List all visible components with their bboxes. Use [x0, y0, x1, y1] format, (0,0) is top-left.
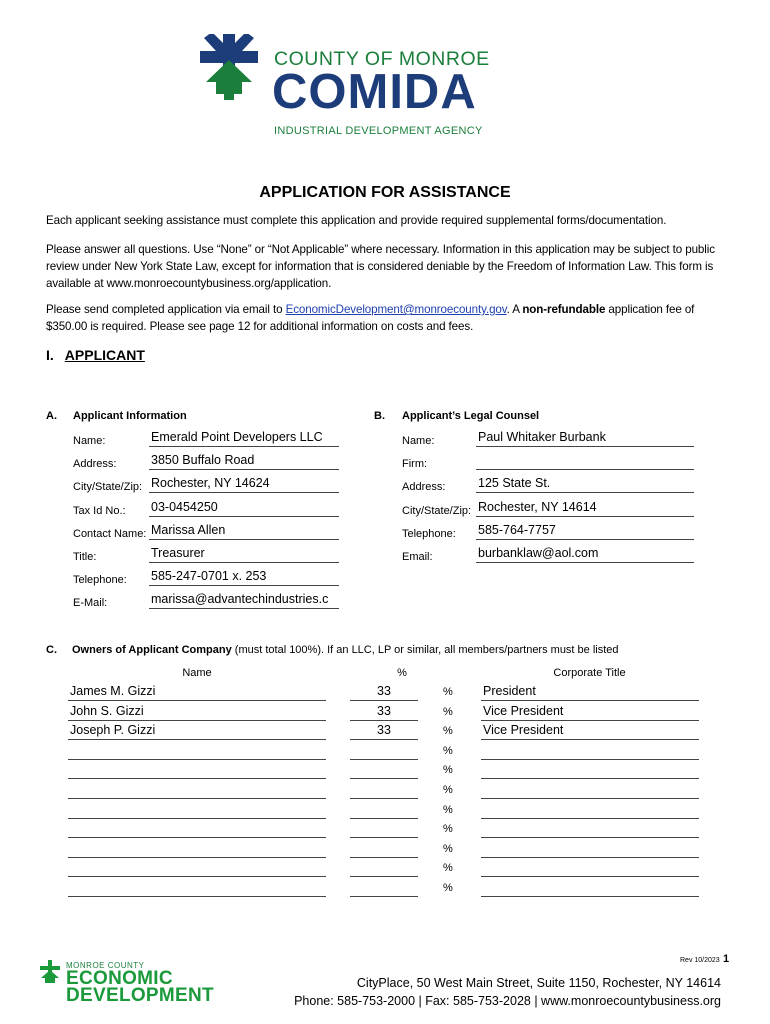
percent-sign: % — [443, 745, 453, 757]
owner-title-field[interactable]: Vice President — [481, 723, 699, 740]
applicant-telephone-label: Telephone: — [73, 574, 127, 586]
owner-percent-field[interactable] — [350, 782, 418, 799]
percent-sign: % — [443, 686, 453, 698]
applicant-taxid-label: Tax Id No.: — [73, 505, 126, 517]
intro-p3-bold: non-refundable — [522, 303, 606, 316]
counsel-name-label: Name: — [402, 435, 435, 447]
owners-intro-rest: (must total 100%). If an LLC, LP or similar, all members/partners must be listed — [231, 644, 619, 656]
logo-comida-text: COMIDA — [272, 65, 477, 119]
applicant-name-label: Name: — [73, 435, 106, 447]
owner-percent-field[interactable] — [350, 802, 418, 819]
logo-county-text: COUNTY OF MONROE — [274, 48, 490, 70]
applicant-city-field[interactable]: Rochester, NY 14624 — [149, 476, 339, 493]
applicant-contact-label: Contact Name: — [73, 528, 147, 540]
subsection-c-letter: C. — [46, 644, 57, 656]
counsel-city-field[interactable]: Rochester, NY 14614 — [476, 500, 694, 517]
percent-sign: % — [443, 862, 453, 874]
percent-sign: % — [443, 882, 453, 894]
section-title: APPLICANT — [64, 347, 145, 363]
percent-sign: % — [443, 706, 453, 718]
applicant-title-field[interactable]: Treasurer — [149, 546, 339, 563]
owners-col-pct: % — [397, 667, 407, 679]
legal-counsel-heading: Applicant’s Legal Counsel — [402, 410, 540, 422]
owner-title-field[interactable]: Vice President — [481, 704, 699, 721]
subsection-a-letter: A. — [46, 410, 57, 422]
owner-name-field[interactable] — [68, 743, 326, 760]
counsel-name-field[interactable]: Paul Whitaker Burbank — [476, 430, 694, 447]
owner-title-field[interactable] — [481, 841, 699, 858]
owner-percent-field[interactable] — [350, 743, 418, 760]
owners-col-name: Name — [182, 667, 212, 679]
counsel-city-label: City/State/Zip: — [402, 505, 472, 517]
intro-paragraph-1: Each applicant seeking assistance must complete this application and provide required supplemental forms/documentation. — [46, 214, 667, 227]
logo-agency-text: INDUSTRIAL DEVELOPMENT AGENCY — [274, 125, 483, 137]
owner-percent-field[interactable] — [350, 762, 418, 779]
owner-percent-field[interactable]: 33 — [350, 684, 418, 701]
intro-p3-before: Please send completed application via email to — [46, 303, 286, 316]
counsel-telephone-field[interactable]: 585-764-7757 — [476, 523, 694, 540]
section-heading-applicant — [46, 347, 145, 363]
owner-name-field[interactable]: John S. Gizzi — [68, 704, 326, 721]
applicant-contact-field[interactable]: Marissa Allen — [149, 523, 339, 540]
owner-name-field[interactable] — [68, 802, 326, 819]
applicant-name-field[interactable]: Emerald Point Developers LLC — [149, 430, 339, 447]
counsel-email-field[interactable]: burbanklaw@aol.com — [476, 546, 694, 563]
owner-name-field[interactable] — [68, 880, 326, 897]
owner-title-field[interactable] — [481, 880, 699, 897]
owner-title-field[interactable] — [481, 782, 699, 799]
percent-sign: % — [443, 843, 453, 855]
applicant-email-label: E-Mail: — [73, 597, 108, 609]
economic-development-logo — [38, 958, 238, 1010]
applicant-address-field[interactable]: 3850 Buffalo Road — [149, 453, 339, 470]
owner-title-field[interactable] — [481, 762, 699, 779]
applicant-telephone-field[interactable]: 585-247-0701 x. 253 — [149, 569, 339, 586]
owner-title-field[interactable] — [481, 802, 699, 819]
intro-p3-middle: . A — [506, 303, 523, 316]
revision-text: Rev 10/2023 — [680, 957, 720, 964]
owner-percent-field[interactable] — [350, 821, 418, 838]
owner-name-field[interactable] — [68, 860, 326, 877]
subsection-b-letter: B. — [374, 410, 385, 422]
applicant-title-label: Title: — [73, 551, 97, 563]
percent-sign: % — [443, 823, 453, 835]
owner-name-field[interactable] — [68, 821, 326, 838]
email-link[interactable]: EconomicDevelopment@monroecounty.gov — [285, 303, 507, 316]
footer-logo-main-text — [66, 970, 214, 1004]
section-number: I. — [46, 347, 54, 363]
counsel-telephone-label: Telephone: — [402, 528, 456, 540]
footer-logo-small-text: MONROE COUNTY — [66, 961, 145, 970]
owner-name-field[interactable] — [68, 841, 326, 858]
applicant-address-label: Address: — [73, 458, 117, 470]
owner-name-field[interactable]: James M. Gizzi — [68, 684, 326, 701]
owner-name-field[interactable]: Joseph P. Gizzi — [68, 723, 326, 740]
intro-paragraph-2: Please answer all questions. Use “None” or “Not Applicable” where necessary. Information in this application may be subject to public review under New York State Law, except for information that is considered deniable by the Freedom of Information Law. This form is available at www.monroecountybusiness.org/application. — [46, 243, 715, 290]
owner-title-field[interactable] — [481, 860, 699, 877]
owner-title-field[interactable] — [481, 821, 699, 838]
owner-name-field[interactable] — [68, 762, 326, 779]
owner-title-field[interactable] — [481, 743, 699, 760]
counsel-email-label: Email: — [402, 551, 433, 563]
counsel-firm-field[interactable] — [476, 453, 694, 470]
comida-logo — [196, 28, 546, 140]
footer-contact: Phone: 585-753-2000 | Fax: 585-753-2028 | www.monroecountybusiness.org — [294, 994, 721, 1008]
page-number: 1 — [723, 953, 730, 965]
applicant-city-label: City/State/Zip: — [73, 481, 143, 493]
owner-percent-field[interactable]: 33 — [350, 723, 418, 740]
intro-paragraph-3 — [46, 301, 726, 335]
footer-logo-line2: DEVELOPMENT — [66, 985, 214, 1006]
applicant-email-field[interactable]: marissa@advantechindustries.c — [149, 592, 339, 609]
page-title: APPLICATION FOR ASSISTANCE — [259, 184, 511, 201]
intro-p3-after: application fee of $350.00 is required. Please see page 12 for additional information on costs and fees. — [46, 303, 695, 333]
owner-percent-field[interactable]: 33 — [350, 704, 418, 721]
counsel-firm-label: Firm: — [402, 458, 428, 470]
applicant-taxid-field[interactable]: 03-0454250 — [149, 500, 339, 517]
owner-percent-field[interactable] — [350, 860, 418, 877]
asterisk-footer-icon — [38, 960, 62, 984]
asterisk-logo-icon — [196, 34, 262, 100]
percent-sign: % — [443, 725, 453, 737]
percent-sign: % — [443, 784, 453, 796]
counsel-address-label: Address: — [402, 481, 446, 493]
owner-title-field[interactable]: President — [481, 684, 699, 701]
owners-intro — [72, 644, 619, 656]
owners-col-title: Corporate Title — [553, 667, 626, 679]
footer-logo-line1: ECONOMIC — [66, 968, 173, 989]
applicant-info-heading: Applicant Information — [73, 410, 187, 422]
owner-percent-field[interactable] — [350, 841, 418, 858]
footer-address: CityPlace, 50 West Main Street, Suite 1150, Rochester, NY 14614 — [356, 976, 721, 990]
percent-sign: % — [443, 764, 453, 776]
owners-heading: Owners of Applicant Company — [72, 644, 232, 656]
percent-sign: % — [443, 804, 453, 816]
owner-percent-field[interactable] — [350, 880, 418, 897]
counsel-address-field[interactable]: 125 State St. — [476, 476, 694, 493]
owner-name-field[interactable] — [68, 782, 326, 799]
